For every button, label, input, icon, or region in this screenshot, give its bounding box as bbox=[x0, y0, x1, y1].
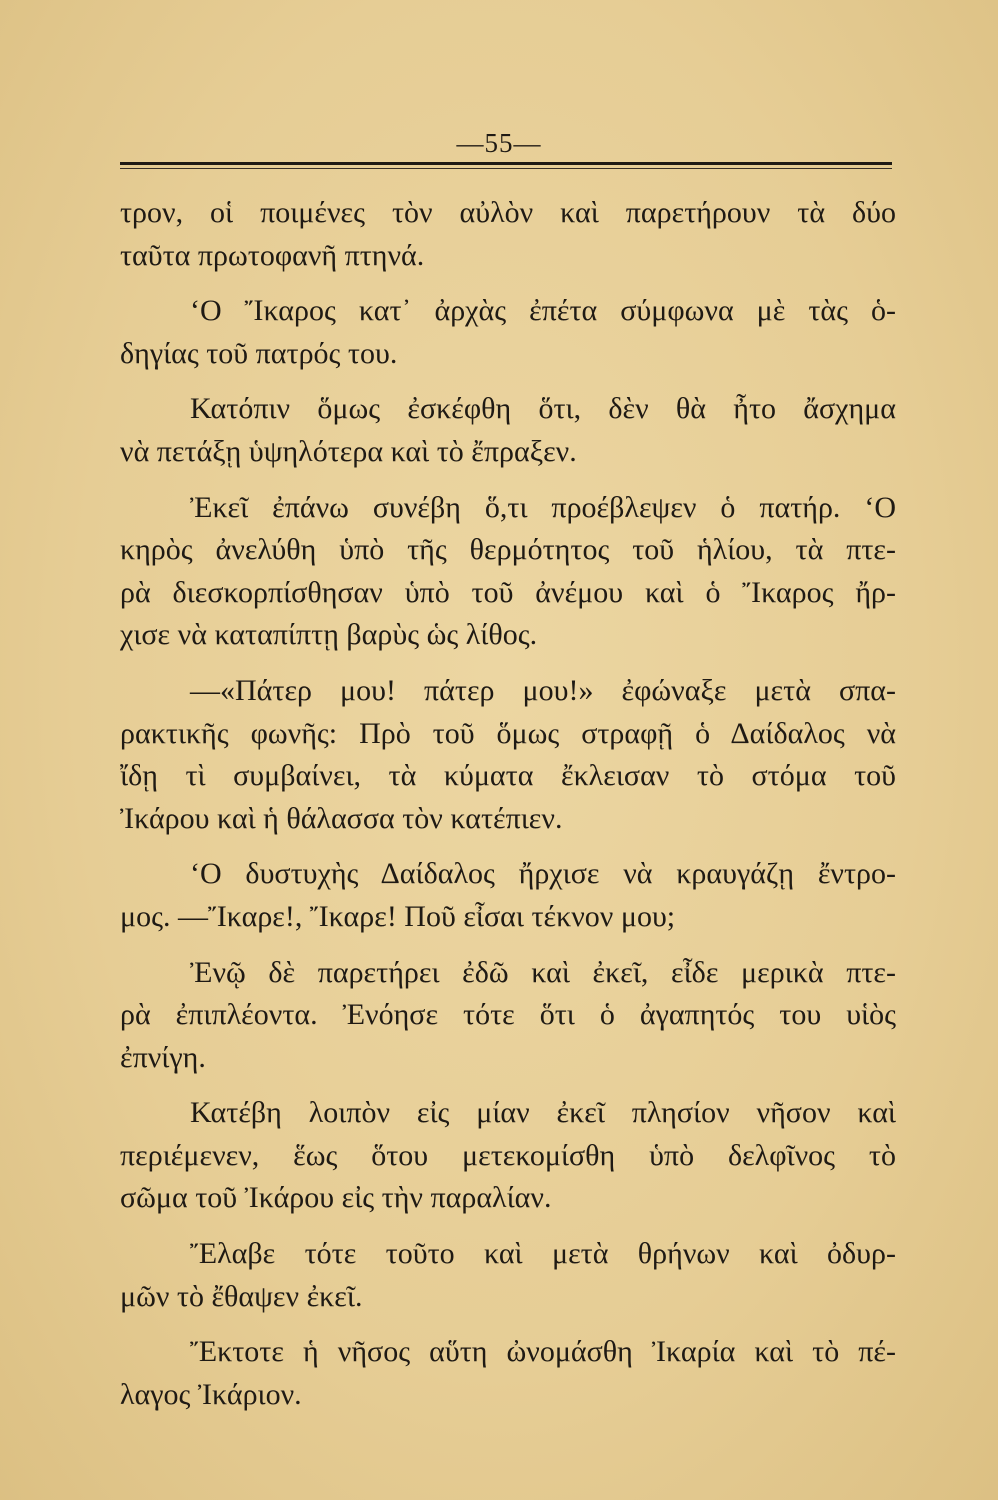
text-line: Κατέβη λοιπὸν εἰς μίαν ἐκεῖ πλησίον νῆσον καὶ bbox=[190, 1096, 896, 1130]
paragraph bbox=[120, 1233, 896, 1318]
text-line: μῶν τὸ ἔθαψεν ἐκεῖ. bbox=[120, 1279, 363, 1313]
text-line: ρὰ διεσκορπίσθησαν ὑπὸ τοῦ ἀνέμου καὶ ὁ Ἴκαρος ἤρ- bbox=[120, 575, 896, 609]
text-line: δηγίας τοῦ πατρός του. bbox=[120, 336, 398, 370]
paragraph bbox=[120, 1092, 896, 1220]
header-rule-thin bbox=[120, 168, 892, 169]
text-line: Ἐνῷ δὲ παρετήρει ἐδῶ καὶ ἐκεῖ, εἶδε μερικὰ πτε- bbox=[190, 955, 896, 989]
paragraph bbox=[120, 952, 896, 1080]
paragraph bbox=[120, 192, 896, 277]
body-text bbox=[120, 192, 896, 1429]
paragraph bbox=[120, 487, 896, 657]
header-rule bbox=[120, 162, 892, 165]
page-number: —55— bbox=[456, 128, 542, 158]
text-line: Ἔλαβε τότε τοῦτο καὶ μετὰ θρήνων καὶ ὀδυρ- bbox=[190, 1237, 896, 1271]
text-line: ταῦτα πρωτοφανῆ πτηνά. bbox=[120, 238, 425, 272]
text-line: κηρὸς ἀνελύθη ὑπὸ τῆς θερμότητος τοῦ ἡλίου, τὰ πτε- bbox=[120, 533, 896, 567]
text-line: νὰ πετάξῃ ὑψηλότερα καὶ τὸ ἔπραξεν. bbox=[120, 434, 577, 468]
text-line: λαγος Ἰκάριον. bbox=[120, 1377, 302, 1411]
text-line: ‘Ο δυστυχὴς Δαίδαλος ἤρχισε νὰ κραυγάζῃ ἔντρο- bbox=[190, 857, 896, 891]
paragraph bbox=[120, 290, 896, 375]
text-line: ‘Ο Ἴκαρος κατ᾿ ἀρχὰς ἐπέτα σύμφωνα μὲ τὰς ὁ- bbox=[190, 294, 896, 328]
text-line: περιέμενεν, ἕως ὅτου μετεκομίσθη ὑπὸ δελφῖνος τὸ bbox=[120, 1138, 896, 1172]
text-line: χισε νὰ καταπίπτῃ βαρὺς ὡς λίθος. bbox=[120, 618, 538, 652]
text-line: Ἰκάρου καὶ ἡ θάλασσα τὸν κατέπιεν. bbox=[120, 801, 563, 835]
text-line: μος. —Ἴκαρε!, Ἴκαρε! Ποῦ εἶσαι τέκνον μου; bbox=[120, 899, 676, 933]
text-line: ἴδῃ τὶ συμβαίνει, τὰ κύματα ἔκλεισαν τὸ στόμα τοῦ bbox=[120, 759, 896, 793]
text-line: ρακτικῆς φωνῆς: Πρὸ τοῦ ὅμως στραφῇ ὁ Δαίδαλος νὰ bbox=[120, 716, 896, 750]
paragraph bbox=[120, 1331, 896, 1416]
text-line: Ἔκτοτε ἡ νῆσος αὕτη ὠνομάσθη Ἰκαρία καὶ τὸ πέ- bbox=[190, 1335, 896, 1369]
text-line: —«Πάτερ μου! πάτερ μου!» ἐφώναξε μετὰ σπα- bbox=[190, 673, 896, 707]
text-line: Κατόπιν ὅμως ἐσκέφθη ὅτι, δὲν θὰ ἦτο ἄσχημα bbox=[190, 392, 896, 426]
text-line: ἐπνίγη. bbox=[120, 1040, 206, 1074]
paragraph bbox=[120, 853, 896, 938]
paragraph bbox=[120, 670, 896, 840]
text-line: ρὰ ἐπιπλέοντα. Ἐνόησε τότε ὅτι ὁ ἀγαπητός του υἱὸς bbox=[120, 998, 896, 1032]
text-line: τρον, οἱ ποιμένες τὸν αὐλὸν καὶ παρετήρουν τὰ δύο bbox=[120, 196, 896, 229]
paragraph bbox=[120, 388, 896, 473]
text-line: σῶμα τοῦ Ἰκάρου εἰς τὴν παραλίαν. bbox=[120, 1181, 552, 1215]
text-line: Ἐκεῖ ἐπάνω συνέβη ὅ,τι προέβλεψεν ὁ πατήρ. ‘Ο bbox=[190, 490, 896, 524]
